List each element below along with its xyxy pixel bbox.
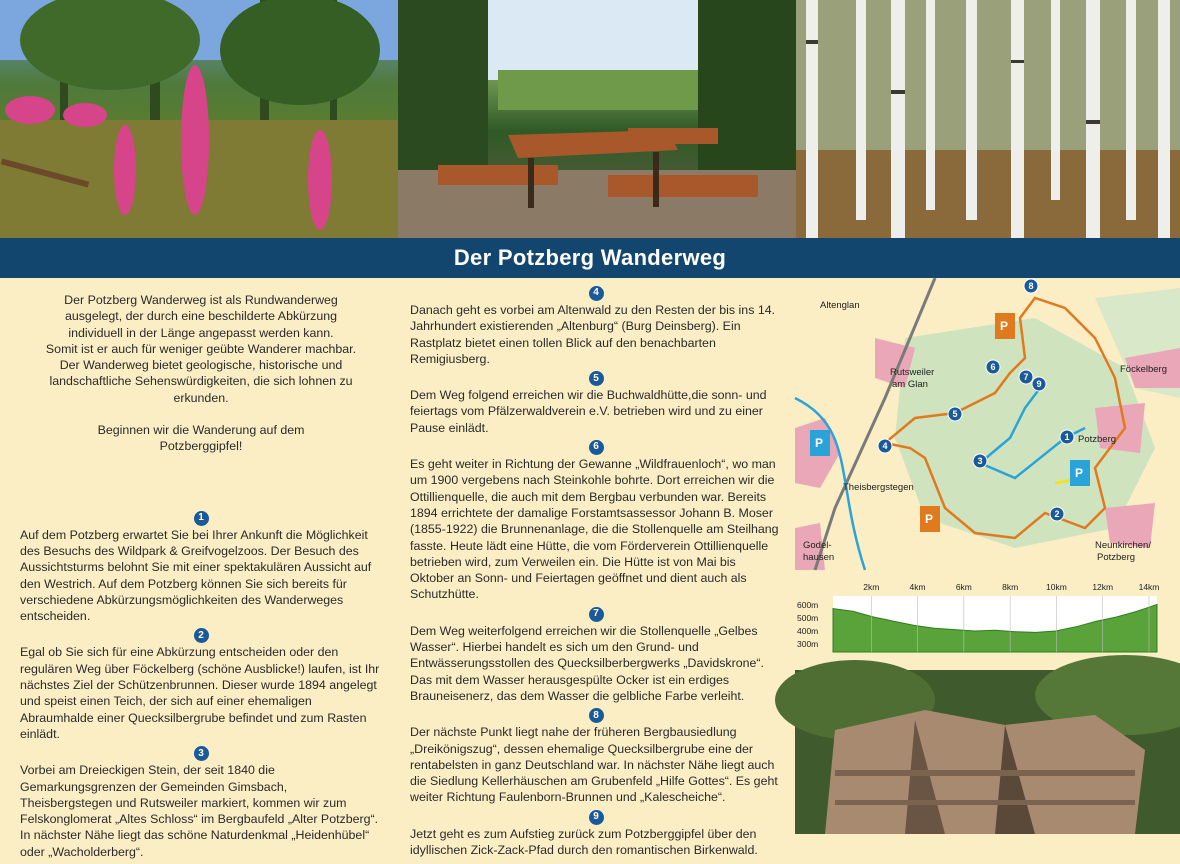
section-text: Danach geht es vorbei am Altenwald zu den Resten der bis ins 14. Jahrhundert existierenden „Altenburg“ (Burg Deinsberg). Ein Rastplatz bietet einen tollen Blick auf den benachbarten Remigiusberg. <box>410 303 776 366</box>
section-text: Dem Weg weiterfolgend erreichen wir die Stollenquelle „Gelbes Wasser“. Hierbei handelt es sich um den Grund- und Entwässerungsstollen des Quecksilberbergwerks „Davidskrone“. Das mit dem Wasser herausgespülte Ocker ist ein erdiges Brauneisenerz, das dem Wasser die gelbliche Farbe verleiht. <box>410 623 764 703</box>
svg-text:1: 1 <box>1064 432 1070 442</box>
intro-line: landschaftliche Sehenswürdigkeiten, die sich lohnen zu <box>49 374 353 389</box>
section-text: Der nächste Punkt liegt nahe der früheren Bergbausiedlung „Dreikönigszug“, dessen ehemalige Quecksilbergrube eine der rentabelsten in ganz Deutschland war. In nächster Nähe liegt auch die Siedlung Kellerhäuschen am Grubenfeld „Hilfe Gottes“. Es geht weiter Richtung Faulenborn-Brunnen und „Kalescheiche“. <box>410 725 778 805</box>
profile-x-tick: 2km <box>863 582 880 592</box>
intro-start-line: Beginnen wir die Wanderung auf dem <box>97 423 305 438</box>
svg-text:3: 3 <box>977 456 983 466</box>
picnic-table-photo <box>398 0 796 238</box>
svg-text:8: 8 <box>1028 281 1034 291</box>
section-8 <box>410 708 782 805</box>
route-map <box>795 278 1180 570</box>
section-text: Jetzt geht es zum Aufstieg zurück zum Potzberggipfel über den idyllischen Zick-Zack-Pfad durch den romantischen Birkenwald. <box>410 826 758 858</box>
title-banner <box>0 238 1180 278</box>
svg-text:7: 7 <box>1023 372 1029 382</box>
map-marker <box>878 439 892 453</box>
parking-icon <box>920 506 940 532</box>
section-3 <box>20 746 382 860</box>
map-marker <box>1050 507 1064 521</box>
section-number-badge: 2 <box>194 628 209 643</box>
section-6 <box>410 440 782 603</box>
map-label-theisbergstegen: Theisbergstegen <box>843 482 914 493</box>
parking-icon <box>995 313 1015 339</box>
section-9 <box>410 810 782 859</box>
intro-line: individuell in der Länge angepasst werden kann. <box>68 325 334 340</box>
svg-text:5: 5 <box>952 409 958 419</box>
foxglove-photo <box>0 0 398 238</box>
section-number-badge: 7 <box>589 607 604 622</box>
intro-line: ausgelegt, der durch eine beschilderte Abkürzung <box>64 309 338 324</box>
section-text: Egal ob Sie sich für eine Abkürzung entscheiden oder den regulären Weg über Föckelberg (schöne Ausblicke!) laufen, ist Ihr nächstes Ziel der Schützenbrunnen. Dieser wurde 1894 angelegt und speist einen Teich, der sich auf einer ehemaligen Abraumhalde einer Quecksilbergrube befindet und zum Rasten einlädt. <box>20 645 380 741</box>
section-number-badge: 6 <box>589 440 604 455</box>
svg-text:9: 9 <box>1036 379 1042 389</box>
map-marker <box>1032 377 1046 391</box>
section-number-badge: 5 <box>589 371 604 386</box>
map-label-godelhausen: Godel- <box>803 540 832 551</box>
profile-y-tick: 500m <box>797 613 819 623</box>
intro-line: Der Wanderweg bietet geologische, historische und <box>59 358 343 373</box>
birch-forest-photo <box>796 0 1180 238</box>
section-number-badge: 3 <box>194 746 209 761</box>
intro-line: Der Potzberg Wanderweg ist als Rundwanderweg <box>64 293 338 307</box>
profile-x-tick: 4km <box>909 582 926 592</box>
profile-x-tick: 12km <box>1092 582 1114 592</box>
profile-y-tick: 600m <box>797 600 819 610</box>
parking-icon <box>810 430 830 456</box>
map-marker <box>1019 370 1033 384</box>
section-1 <box>20 511 382 625</box>
svg-text:6: 6 <box>990 362 996 372</box>
profile-y-tick: 400m <box>797 626 819 636</box>
map-marker <box>1060 430 1074 444</box>
rock-formation-photo <box>795 670 1180 834</box>
map-marker <box>986 360 1000 374</box>
map-marker <box>973 454 987 468</box>
section-number-badge: 8 <box>589 708 604 723</box>
section-text: Es geht weiter in Richtung der Gewanne „Wildfrauenloch“, wo man um 1900 vergebens nach Steinkohle bohrte. Dort erreichen wir die Ottillienquelle, die auch mit dem Bergbau verbunden war. Bereits 1894 errichtete der damalige Forstamtsassessor Johann B. Moser (1855-1922) die Brunnenanlage, die die Stollenquelle am Steilhang fasste. Heute lädt eine Hütte, die vom Förderverein Ottillienquelle betrieben wird, zum Verweilen ein. Die Hütte ist von Mai bis Oktober an Sonn- und Feiertagen geöffnet und dient auch als Schutzhütte. <box>410 457 779 602</box>
profile-x-tick: 10km <box>1046 582 1067 592</box>
text-column-left <box>20 292 382 864</box>
section-text: Vorbei am Dreieckigen Stein, der seit 1840 die Gemarkungsgrenzen der Gemeinden Gimsbach, Theisbergstegen und Rutsweiler markiert, kommen wir zum Felskonglomerat „Altes Schloss“ im Bergbaufeld „Alter Potzberg“. In nächster Nähe liegt das schöne Naturdenkmal „Heidenhübel“ oder „Wacholderberg“. <box>20 763 379 859</box>
svg-text:P: P <box>1000 319 1009 333</box>
section-4 <box>410 286 782 367</box>
text-column-middle <box>410 284 782 862</box>
map-marker <box>1024 279 1038 293</box>
map-label-potzberg: Potzberg <box>1078 434 1117 445</box>
section-number-badge: 9 <box>589 810 604 825</box>
profile-x-tick: 6km <box>955 582 972 592</box>
section-7 <box>410 607 782 704</box>
profile-x-tick: 8km <box>1002 582 1019 592</box>
section-number-badge: 4 <box>589 286 604 301</box>
map-label-altenglan: Altenglan <box>820 300 860 311</box>
intro-start-line: Potzberggipfel! <box>159 439 243 454</box>
intro-text <box>20 292 382 455</box>
section-text: Auf dem Potzberg erwartet Sie bei Ihrer Ankunft die Möglichkeit des Besuchs des Wildpark & Greifvogelzoos. Der Besuch des Aussichtsturms belohnt Sie mit einer spektakulären Aussicht auf den Westrich. Auf dem Potzberg können Sie sich bereits für verschiedene Abkürzungsmöglichkeiten des Wanderweges entscheiden. <box>20 527 372 624</box>
section-text: Dem Weg folgend erreichen wir die Buchwaldhütte,die sonn- und feiertags vom Pfälzerwaldverein e.V. betrieben wird und zu einer Pause einlädt. <box>410 388 767 435</box>
map-label-neunkirchen-2: Potzberg <box>1097 552 1136 563</box>
intro-line: Somit ist er auch für weniger geübte Wanderer machbar. <box>45 341 357 356</box>
map-label-neunkirchen: Neunkirchen/ <box>1095 540 1151 551</box>
section-5 <box>410 371 782 436</box>
map-label-rutsweiler: Rutsweiler <box>890 367 935 378</box>
map-marker <box>948 407 962 421</box>
photo-row <box>0 0 1180 238</box>
profile-y-tick: 300m <box>797 639 819 649</box>
svg-text:P: P <box>925 512 934 526</box>
section-number-badge: 1 <box>194 511 209 526</box>
map-label-foeckelberg: Föckelberg <box>1120 364 1167 375</box>
page-title: Der Potzberg Wanderweg <box>453 245 727 270</box>
svg-text:2: 2 <box>1054 509 1060 519</box>
svg-text:P: P <box>815 436 824 450</box>
intro-line: erkunden. <box>173 390 229 405</box>
profile-x-tick: 14km <box>1138 582 1160 592</box>
section-2 <box>20 628 382 742</box>
map-label-godelhausen-2: hausen <box>803 552 835 563</box>
map-label-am-glan: am Glan <box>892 379 928 390</box>
parking-icon <box>1070 460 1090 486</box>
elevation-profile <box>795 578 1180 658</box>
svg-text:P: P <box>1075 466 1084 480</box>
svg-text:4: 4 <box>882 441 888 451</box>
